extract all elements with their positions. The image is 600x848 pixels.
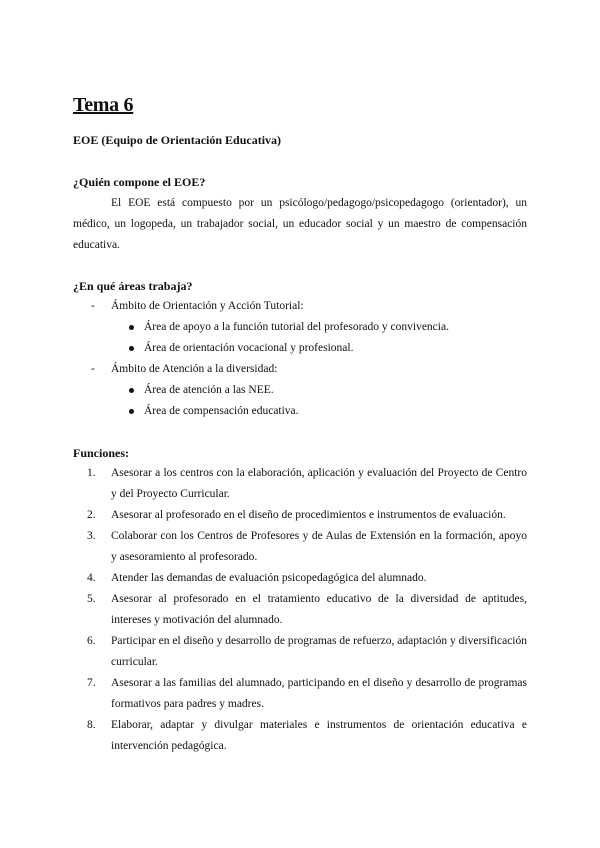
functions-list <box>73 463 527 757</box>
section-heading-functions: Funciones: <box>73 446 130 460</box>
dash-marker: - <box>91 300 95 312</box>
item-number: 2. <box>87 509 96 521</box>
list-item <box>73 526 527 568</box>
item-number: 5. <box>87 593 96 605</box>
sub-areas-list <box>111 317 533 359</box>
function-text: Participar en el diseño y desarrollo de programas de refuerzo, adaptación y diversificación curricular. <box>111 635 527 668</box>
sub-area-text: Área de compensación educativa. <box>144 405 299 417</box>
list-item <box>73 505 527 526</box>
function-text: Asesorar a las familias del alumnado, participando en el diseño y desarrollo de programas formativos para padres y madres. <box>111 677 527 710</box>
function-text: Asesorar al profesorado en el tratamiento educativo de la diversidad de aptitudes, intereses y motivación del alumnado. <box>111 593 527 626</box>
item-number: 7. <box>87 677 96 689</box>
list-item <box>73 631 527 673</box>
bullet-icon <box>129 325 134 330</box>
sub-area-text: Área de orientación vocacional y profesional. <box>144 342 354 354</box>
bullet-icon <box>129 388 134 393</box>
page-title: Tema 6 <box>73 94 134 116</box>
document-subtitle: EOE (Equipo de Orientación Educativa) <box>73 133 282 147</box>
function-text: Atender las demandas de evaluación psicopedagógica del alumnado. <box>111 572 427 584</box>
list-item <box>73 673 527 715</box>
sub-area-text: Área de apoyo a la función tutorial del profesorado y convivencia. <box>144 321 449 333</box>
list-item <box>111 401 533 422</box>
list-item <box>111 380 533 401</box>
function-text: Asesorar a los centros con la elaboración, aplicación y evaluación del Proyecto de Centro y del Proyecto Curricular. <box>111 467 527 500</box>
item-number: 1. <box>87 467 96 479</box>
section-heading-areas: ¿En qué áreas trabaja? <box>73 279 193 293</box>
list-item <box>111 317 533 338</box>
areas-list <box>73 296 533 422</box>
bullet-icon <box>129 346 134 351</box>
area-label: Ámbito de Atención a la diversidad: <box>111 363 278 375</box>
area-label: Ámbito de Orientación y Acción Tutorial: <box>111 300 304 312</box>
list-item <box>73 568 527 589</box>
function-text: Asesorar al profesorado en el diseño de procedimientos e instrumentos de evaluación. <box>111 509 506 521</box>
list-item <box>73 589 527 631</box>
list-item <box>111 338 533 359</box>
section-heading-composition: ¿Quién compone el EOE? <box>73 175 206 189</box>
function-text: Colaborar con los Centros de Profesores y de Aulas de Extensión en la formación, apoyo y asesoramiento al profesorado. <box>111 530 527 563</box>
list-item <box>73 463 527 505</box>
item-number: 3. <box>87 530 96 542</box>
bullet-icon <box>129 409 134 414</box>
dash-marker: - <box>91 363 95 375</box>
function-text: Elaborar, adaptar y divulgar materiales e instrumentos de orientación educativa e intervención pedagógica. <box>111 719 527 752</box>
item-number: 4. <box>87 572 96 584</box>
sub-areas-list <box>111 380 533 422</box>
list-item <box>73 359 533 422</box>
list-item <box>73 296 533 359</box>
item-number: 8. <box>87 719 96 731</box>
sub-area-text: Área de atención a las NEE. <box>144 384 274 396</box>
list-item <box>73 715 527 757</box>
composition-paragraph: El EOE está compuesto por un psicólogo/pedagogo/psicopedagogo (orientador), un médico, un logopeda, un trabajador social, un educador social y un maestro de compensación educativa. <box>73 197 527 251</box>
item-number: 6. <box>87 635 96 647</box>
